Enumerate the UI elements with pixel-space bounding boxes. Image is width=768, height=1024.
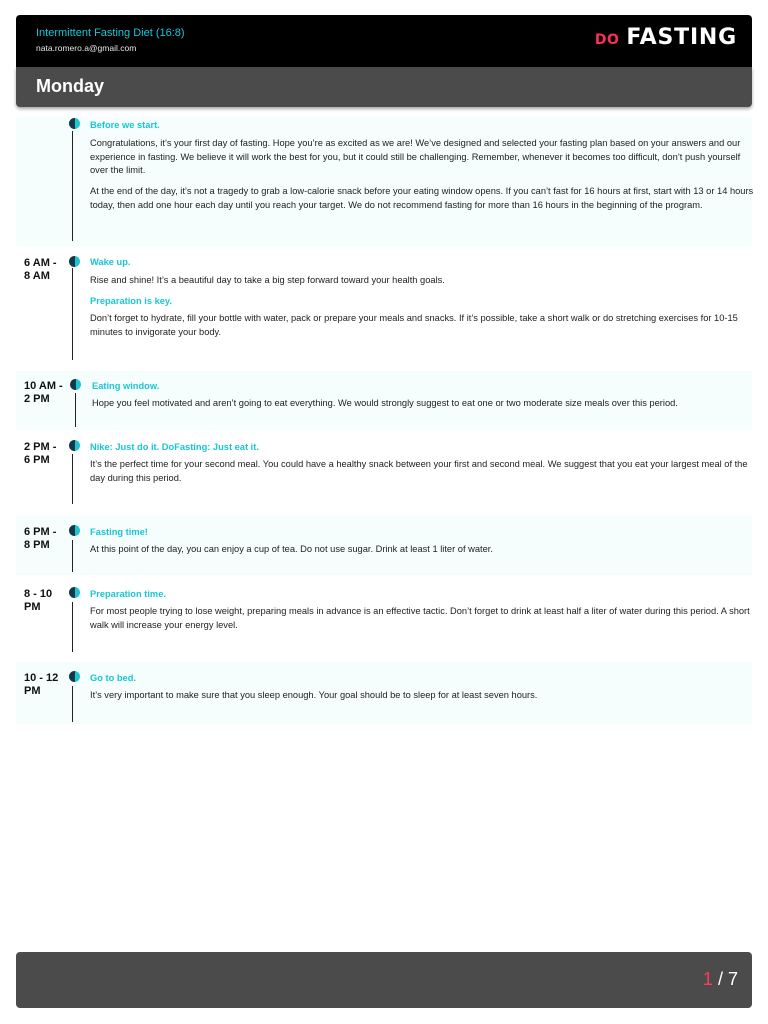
entry-text: It’s very important to make sure that you sleep enough. Your goal should be to sleep for at least seven hours. <box>90 690 538 700</box>
logo-fasting: FASTING <box>626 25 737 50</box>
time-range <box>24 526 56 552</box>
entry-text: Don’t forget to hydrate, fill your bottle with water, pack or prepare your meals and snacks. If it’s possible, take a short walk or do stretching exercises for 10-15 minutes to invigorate your body. <box>90 313 738 337</box>
logo-do: DO <box>594 32 620 48</box>
time-start: 6 PM - <box>24 526 57 538</box>
entry-text: Hope you feel motivated and aren’t going to eat everything. We would strongly suggest to eat one or two moderate size meals over this period. <box>92 398 678 408</box>
time-range <box>24 588 52 614</box>
entry-text: For most people trying to lose weight, preparing meals in advance is an effective tactic. Don’t forget to drink at least half a liter of water during this period. A short walk will increase your energy level. <box>90 606 750 630</box>
schedule-entry <box>16 662 752 724</box>
half-circle-icon <box>69 525 80 536</box>
entry-heading: Fasting time! <box>90 527 148 537</box>
page-footer <box>16 952 752 1008</box>
entry-paragraph: At the end of the day, it’s not a tragedy to grab a low-calorie snack before your eating window opens. If you can’t fast for 16 hours at first, start with 13 or 14 hours today, then add one hour each day until you reach your target. We do not recommend fasting for more than 16 hours in the beginning of the program. <box>90 186 754 210</box>
time-range <box>24 257 57 283</box>
user-email: nata.romero.a@gmail.com <box>36 43 137 53</box>
day-band <box>16 67 752 107</box>
time-range <box>24 380 63 406</box>
entry-heading: Before we start. <box>90 120 160 130</box>
app-header <box>16 15 752 67</box>
timeline-line <box>72 131 73 241</box>
current-page: 1 <box>702 969 713 989</box>
entry-paragraph: Congratulations, it’s your first day of fasting. Hope you’re as excited as we are! We’ve designed and selected your fasting plan based on your answers and our experience in fasting. We believe it will work the best for you, but it could still be challenging. Remember, whenever it becomes too difficult, don’t push yourself over the limit. <box>90 138 741 175</box>
day-title: Monday <box>36 76 105 96</box>
page-indicator <box>703 969 738 990</box>
time-range <box>24 672 58 698</box>
timeline-line <box>75 393 76 427</box>
timeline-line <box>72 686 73 722</box>
timeline-line <box>72 540 73 572</box>
time-end: 8 AM <box>24 270 50 282</box>
timeline-line <box>72 454 73 504</box>
entry-text: Rise and shine! It’s a beautiful day to take a big step forward toward your health goals. <box>90 275 445 285</box>
half-circle-icon <box>70 379 81 390</box>
half-circle-icon <box>69 671 80 682</box>
entry-text: It’s the perfect time for your second meal. You could have a healthy snack between your first and second meal. We suggest that you eat your largest meal of the day during this period. <box>90 459 748 483</box>
entry-heading: Eating window. <box>92 381 160 391</box>
half-circle-icon <box>69 440 80 451</box>
time-end: 8 PM <box>24 539 50 551</box>
schedule-entry-before-start <box>16 117 752 246</box>
entry-heading: Go to bed. <box>90 673 136 683</box>
timeline-line <box>72 268 73 360</box>
entry-heading: Nike: Just do it. DoFasting: Just eat it. <box>90 442 259 452</box>
schedule-entry <box>16 516 752 575</box>
half-circle-icon <box>69 118 80 129</box>
total-pages: 7 <box>727 969 738 989</box>
time-range <box>24 441 56 467</box>
page-separator: / <box>717 969 723 989</box>
half-circle-icon <box>69 256 80 267</box>
entry-subheading: Preparation is key. <box>90 296 172 306</box>
time-end: 6 PM <box>24 454 50 466</box>
schedule-entry <box>16 254 752 362</box>
time-end: PM <box>24 601 41 613</box>
time-start: 10 - 12 <box>24 672 59 684</box>
entry-heading: Wake up. <box>90 257 131 267</box>
half-circle-icon <box>69 587 80 598</box>
entry-heading: Preparation time. <box>90 589 166 599</box>
time-start: 8 - 10 <box>24 588 53 600</box>
dofasting-logo <box>595 25 737 51</box>
time-start: 2 PM - <box>24 441 57 453</box>
time-end: 2 PM <box>24 393 50 405</box>
time-start: 10 AM - <box>24 380 63 392</box>
schedule-entry <box>16 434 752 508</box>
entry-text: At this point of the day, you can enjoy a cup of tea. Do not use sugar. Drink at least 1 liter of water. <box>90 544 493 554</box>
time-start: 6 AM - <box>24 257 57 269</box>
timeline-line <box>72 602 73 652</box>
schedule-entry <box>16 371 752 430</box>
schedule-entry <box>16 578 752 654</box>
plan-title: Intermittent Fasting Diet (16:8) <box>36 27 185 39</box>
time-end: PM <box>24 685 41 697</box>
